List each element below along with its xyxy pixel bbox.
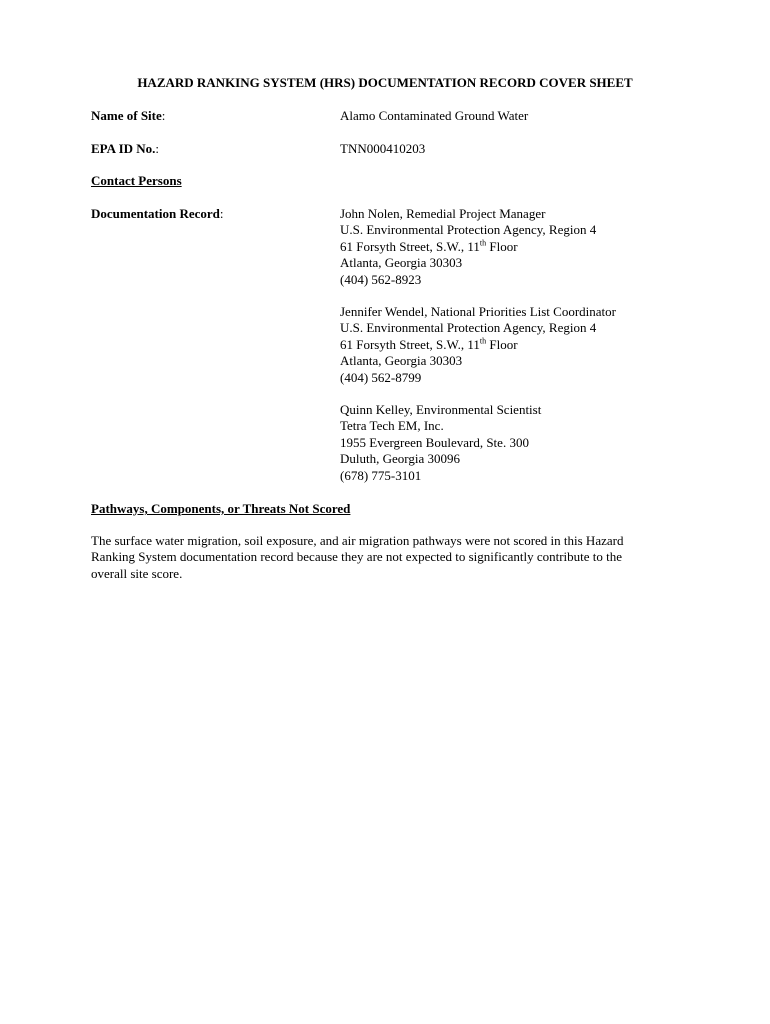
contact-organization: U.S. Environmental Protection Agency, Region 4 bbox=[340, 222, 597, 238]
contact-persons-heading: Contact Persons bbox=[91, 173, 182, 188]
contact-block-nolen bbox=[340, 206, 596, 288]
contact-organization: Tetra Tech EM, Inc. bbox=[340, 418, 444, 434]
contact-name-title: Quinn Kelley, Environmental Scientist bbox=[340, 402, 542, 417]
paragraph-line: Ranking System documentation record because they are not expected to significantly contribute to the bbox=[91, 549, 623, 565]
contact-phone: (404) 562-8799 bbox=[340, 369, 422, 385]
paragraph-line: overall site score. bbox=[91, 565, 183, 581]
contact-block-kelley bbox=[340, 402, 541, 484]
contact-name-title: John Nolen, Remedial Project Manager bbox=[340, 206, 546, 221]
contact-block-wendel bbox=[340, 304, 616, 386]
pathways-paragraph bbox=[91, 533, 671, 582]
contact-name-title: Jennifer Wendel, National Priorities List Coordinator bbox=[340, 304, 616, 319]
epa-id-value: TNN000410203 bbox=[340, 141, 426, 156]
contact-city: Atlanta, Georgia 30303 bbox=[340, 255, 463, 271]
document-title: HAZARD RANKING SYSTEM (HRS) DOCUMENTATION RECORD COVER SHEET bbox=[137, 75, 633, 90]
contact-phone: (678) 775-3101 bbox=[340, 467, 422, 483]
pathways-heading: Pathways, Components, or Threats Not Scored bbox=[91, 501, 351, 516]
contact-street: 61 Forsyth Street, S.W., 11th Floor bbox=[340, 238, 518, 254]
contact-city: Duluth, Georgia 30096 bbox=[340, 451, 460, 467]
paragraph-line: The surface water migration, soil exposure, and air migration pathways were not scored in this Hazard bbox=[91, 533, 624, 548]
site-name-value: Alamo Contaminated Ground Water bbox=[340, 108, 529, 123]
contact-street: 1955 Evergreen Boulevard, Ste. 300 bbox=[340, 434, 529, 450]
epa-id-label: EPA ID No.: bbox=[91, 141, 160, 156]
contact-city: Atlanta, Georgia 30303 bbox=[340, 353, 463, 369]
contact-phone: (404) 562-8923 bbox=[340, 271, 422, 287]
site-name-label: Name of Site: bbox=[91, 108, 166, 123]
documentation-record-label: Documentation Record: bbox=[91, 206, 224, 221]
contact-street: 61 Forsyth Street, S.W., 11th Floor bbox=[340, 336, 518, 352]
contact-organization: U.S. Environmental Protection Agency, Region 4 bbox=[340, 320, 597, 336]
